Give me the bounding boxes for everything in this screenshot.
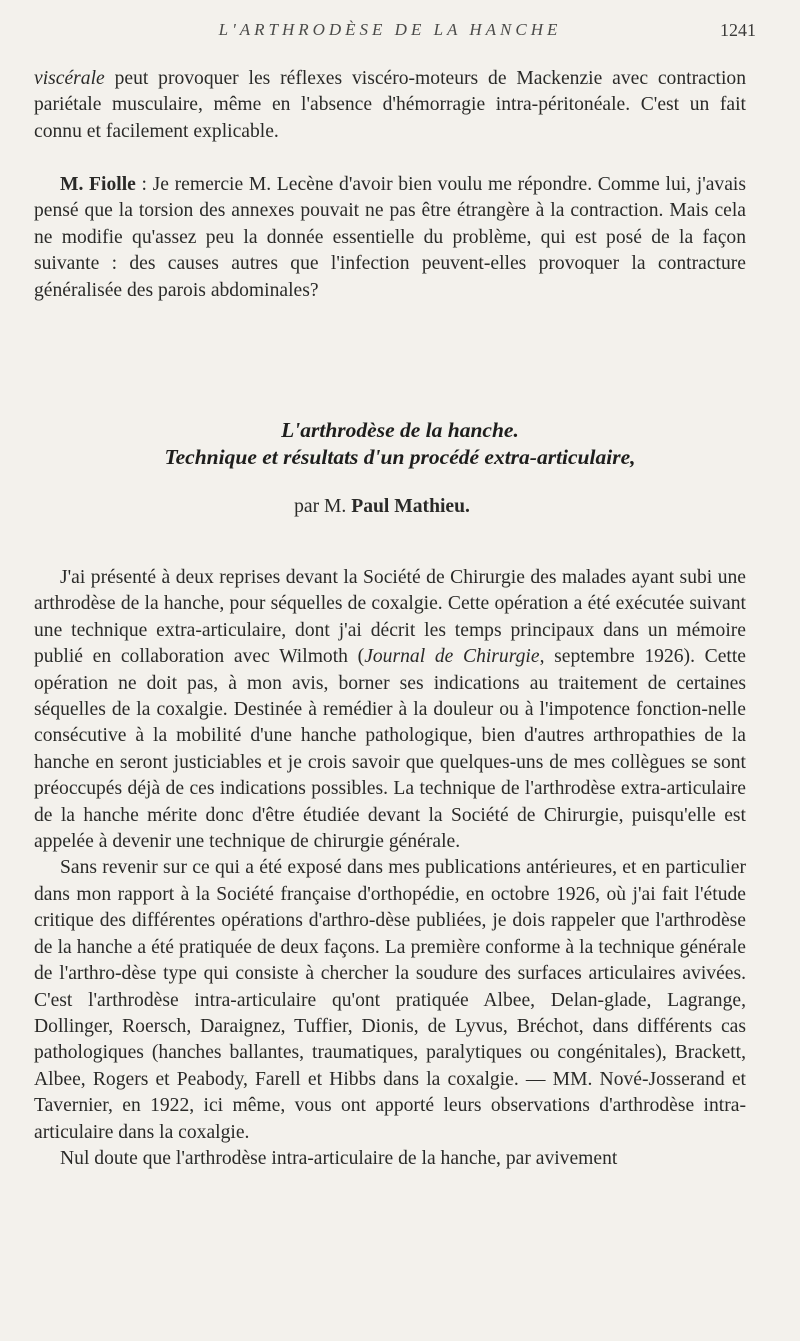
speaker-name: M. Fiolle (60, 174, 136, 195)
article-body (34, 565, 746, 1172)
running-head (0, 18, 800, 48)
paragraph: J'ai présenté à deux reprises devant la Société de Chirurgie des malades ayant subi une arthrodèse de la hanche, pour séquelles de coxalgie. Cette opération a été exécutée suivant une technique extra-articulaire, dont j'ai décrit les temps principaux dans un mémoire publié en collaboration avec Wilmoth (Journal de Chirurgie, septembre 1926). Cette opération ne doit pas, à mon avis, borner ses indications au traitement de certaines séquelles de la coxalgie. Destinée à remédier à la douleur ou à l'impotence fonction-nelle consécutive à la mobilité d'une hanche pathologique, bien d'autres arthropathies de la hanche en seront justiciables et je crois savoir que quelques-uns de mes collègues se sont préoccupés déjà de ces indications possibles. La technique de l'arthrodèse extra-articulaire de la hanche mérite donc d'être étudiée devant la Société de Chirurgie, puisqu'elle est appelée à devenir une technique de chirurgie générale. (34, 567, 746, 853)
reply-body: : Je remercie M. Lecène d'avoir bien voulu me répondre. Comme lui, j'avais pensé que la torsion des annexes pouvait ne pas être étrangère à la contraction. Mais cela ne modifie qu'assez peu la donnée essentielle du problème, qui est posé de la façon suivante : des causes autres que l'infection peuvent-elles provoquer la contracture généralisée des parois abdominales? (34, 174, 746, 301)
page-number: 1241 (720, 20, 756, 40)
byline (0, 496, 764, 518)
paragraph: Nul doute que l'arthrodèse intra-articulaire de la hanche, par avivement (60, 1147, 618, 1169)
article-title-line-1: L'arthrodèse de la hanche. (281, 418, 519, 442)
article-title (0, 417, 800, 471)
byline-prefix: par M. (294, 496, 347, 517)
running-title: L'ARTHRODÈSE DE LA HANCHE (218, 20, 562, 39)
author-name: Paul Mathieu. (351, 496, 470, 517)
article-title-line-2: Technique et résultats d'un procédé extra-articulaire, (164, 445, 636, 469)
reply-text (34, 172, 746, 304)
continuation-text (34, 66, 746, 145)
paragraph (34, 172, 746, 304)
paragraph: viscérale peut provoquer les réflexes viscéro-moteurs de Mackenzie avec contraction pariétale musculaire, même en l'absence d'hémorragie intra-péritonéale. C'est un fait connu et facilement explicable. (34, 68, 746, 142)
paragraph: Sans revenir sur ce qui a été exposé dans mes publications antérieures, et en particulier dans mon rapport à la Société française d'orthopédie, en octobre 1926, où j'ai fait l'étude critique des différentes opérations d'arthro-dèse publiées, je dois rappeler que l'arthrodèse de la hanche a été pratiquée de deux façons. La première conforme à la technique générale de l'arthro-dèse type qui consiste à chercher la soudure des surfaces articulaires avivées. C'est l'arthrodèse intra-articulaire qu'ont pratiquée Albee, Delan-glade, Lagrange, Dollinger, Roersch, Daraignez, Tuffier, Dionis, de Lyvus, Bréchot, dans différents cas pathologiques (hanches ballantes, traumatiques, paralytiques ou congénitales), Brackett, Albee, Rogers et Peabody, Farell et Hibbs dans la coxalgie. — MM. Nové-Josserand et Tavernier, en 1922, ici même, vous ont apporté leurs observations d'arthrodèse intra-articulaire dans la coxalgie. (34, 857, 746, 1143)
